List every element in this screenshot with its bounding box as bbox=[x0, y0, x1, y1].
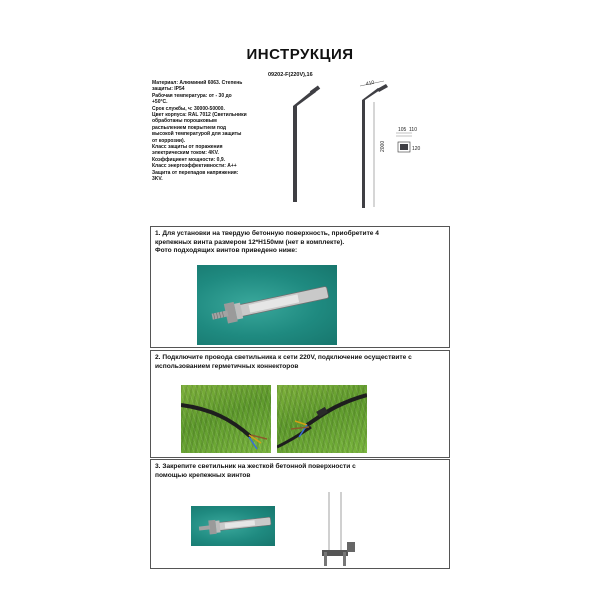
spec-line: от коррозии). bbox=[152, 137, 186, 144]
lamp-drawing bbox=[282, 84, 322, 204]
lamp-dimension-drawing bbox=[340, 80, 430, 210]
step-line: крепежных винта размером 12*Н150мм (нет в комплекте). bbox=[155, 238, 345, 246]
spec-line: защиты: IP54 bbox=[152, 86, 185, 93]
step-line: 2. Подключите провода светильника к сети 220V, подключение осуществите с bbox=[155, 354, 412, 361]
spec-line: электрическим током: 4KV. bbox=[152, 150, 219, 157]
step-line: помощью крепежных винтов bbox=[155, 471, 251, 479]
dim-head-c: 120 bbox=[412, 146, 421, 152]
mounting-drawing bbox=[319, 490, 369, 568]
spec-line: Класс защиты от поражения bbox=[152, 144, 223, 151]
dim-height: 2000 bbox=[380, 140, 386, 152]
step-line: 1. Для установки на твердую бетонную поверхность, приобретите 4 bbox=[155, 230, 379, 237]
page-title: ИНСТРУКЦИЯ bbox=[246, 46, 354, 63]
spec-line: Защита от перепадов напряжения: bbox=[152, 169, 239, 176]
spec-line: 3KV. bbox=[152, 176, 163, 183]
step-2-text bbox=[155, 354, 445, 371]
step-3-panel bbox=[150, 459, 450, 569]
spec-list bbox=[152, 80, 287, 183]
spec-line: Рабочая температура: от - 30 до bbox=[152, 92, 232, 99]
spec-line: Коэффициент мощности: 0,9. bbox=[152, 156, 226, 163]
wires-photo-2 bbox=[277, 385, 367, 453]
spec-line: высокой температурой для защиты bbox=[152, 131, 242, 138]
model-number: 09202-F(220V),16 bbox=[268, 72, 313, 78]
spec-line: Класс энергоэффективности: А++ bbox=[152, 163, 237, 170]
lamp-head bbox=[310, 85, 320, 94]
step-line: 3. Закрепите светильник на жесткой бетонной поверхности с bbox=[155, 463, 356, 470]
spec-line: Цвет корпуса: RAL 7012 (Светильники bbox=[152, 112, 247, 119]
anchor-bolt-photo-small bbox=[191, 506, 275, 546]
lamp-pole bbox=[362, 100, 365, 208]
spec-line: распылением покрытием под bbox=[152, 124, 227, 131]
spec-line: обработаны порошковым bbox=[152, 118, 217, 125]
step-1-text bbox=[155, 230, 445, 256]
lamp-pole bbox=[293, 106, 297, 202]
lamp-head bbox=[377, 84, 388, 92]
step-line: использованием герметичных коннекторов bbox=[155, 362, 299, 370]
step-line: Фото подходящих винтов приведено ниже: bbox=[155, 247, 298, 255]
anchor-bolt-photo bbox=[197, 265, 337, 345]
dim-arm-length: 410 bbox=[365, 80, 375, 88]
spec-line: Срок службы, ч: 30000-50000. bbox=[152, 105, 225, 112]
dim-head-b: 110 bbox=[409, 127, 417, 133]
spec-line: +50°С. bbox=[152, 99, 168, 106]
step-2-panel bbox=[150, 350, 450, 458]
spec-line: Материал: Алюминий 6063. Степень bbox=[152, 80, 243, 86]
lamp-arm bbox=[362, 88, 380, 100]
step-3-text bbox=[155, 463, 445, 480]
dim-head-a: 105 bbox=[398, 127, 407, 133]
step-1-panel bbox=[150, 226, 450, 348]
wires-photo-1 bbox=[181, 385, 271, 453]
